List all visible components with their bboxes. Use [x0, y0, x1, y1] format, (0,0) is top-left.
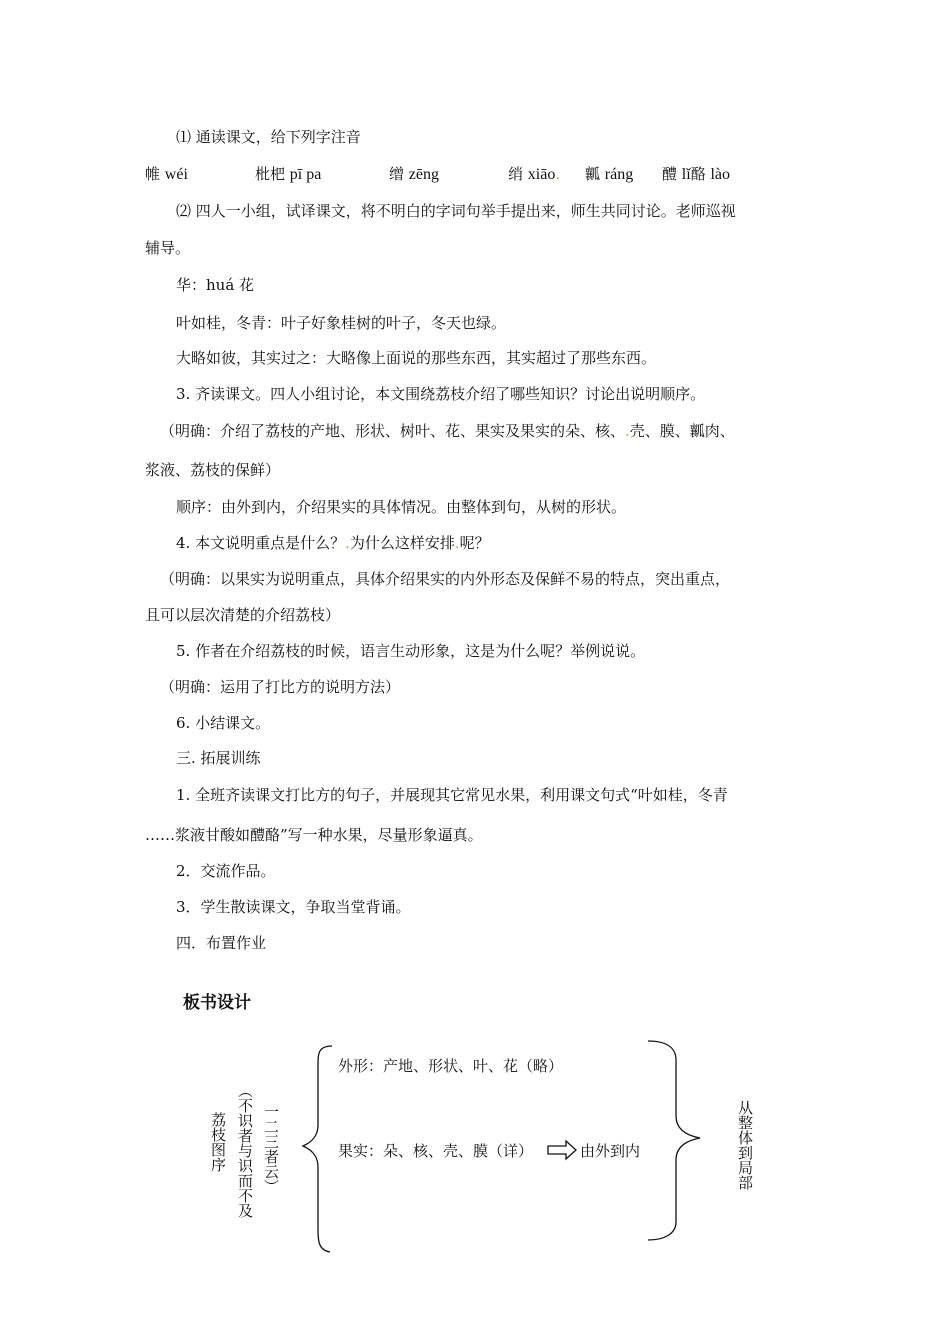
answer-3-line1: （明确：介绍了荔枝的产地、形状、树叶、花、果实及果实的朵、核、.壳、膜、瓤肉、: [160, 422, 735, 440]
board-col-title: 荔枝图序: [209, 1112, 227, 1172]
pinyin-item: 帷 wéi: [145, 165, 188, 183]
board-outer: 外形：产地、形状、叶、花（略）: [338, 1057, 564, 1075]
answer-4-line2: 且可以层次清楚的介绍荔枝）: [145, 606, 341, 624]
gloss-ye: 叶如桂，冬青：叶子好象桂树的叶子，冬天也绿。: [176, 314, 507, 332]
section-4-heading: 四．布置作业: [176, 934, 267, 952]
pinyin-item: 绡 xiāo.: [508, 165, 561, 183]
step-2-line2: 辅导。: [145, 239, 191, 257]
section-3-heading: 三. 拓展训练: [176, 749, 261, 767]
board-col-quote-1: （不识者与识而不及: [236, 1083, 254, 1218]
gloss-hua: 华：huá 花: [176, 276, 255, 294]
step-5: 5. 作者在介绍荔枝的时候，语言生动形象，这是为什么呢？举例说说。: [176, 642, 646, 660]
hollow-arrow: [548, 1141, 576, 1159]
task-1-line2: ……浆液甘酸如醴酪”写一种水果，尽量形象逼真。: [145, 826, 483, 844]
answer-4-line1: （明确：以果实为说明重点，具体介绍果实的内外形态及保鲜不易的特点，突出重点，: [160, 570, 731, 588]
board-title: 板书设计: [183, 993, 251, 1013]
pinyin-item: 醴 lǐ酪 lào: [662, 165, 731, 183]
task-3: 3．学生散读课文，争取当堂背诵。: [176, 898, 411, 916]
step-4: 4. 本文说明重点是什么？.为什么这样安排.呢？: [176, 534, 490, 552]
task-1-line1: 1. 全班齐读课文打比方的句子，并展现其它常见水果，利用课文句式“叶如桂，冬青: [176, 786, 728, 804]
left-brace: [303, 1046, 332, 1252]
board-right-note: 从整体到局部: [736, 1100, 754, 1190]
task-2: 2．交流作品。: [176, 862, 276, 880]
step-1: ⑴ 通读课文，给下列字注音: [176, 128, 361, 146]
step-3: 3. 齐读课文。四人小组讨论，本文围绕荔枝介绍了哪些知识？讨论出说明顺序。: [176, 385, 706, 403]
board-fruit: 果实：朵、核、壳、膜（详）: [338, 1142, 534, 1160]
pinyin-item: 枇杷 pī pa: [255, 165, 322, 183]
pinyin-item: 缯 zēng: [389, 165, 439, 183]
answer-3-line2: 浆液、荔枝的保鲜）: [145, 461, 281, 479]
step-6: 6. 小结课文。: [176, 714, 271, 732]
answer-5: （明确：运用了打比方的说明方法）: [160, 678, 401, 696]
board-col-quote-2: 一二三者云）: [262, 1104, 280, 1194]
gloss-dalue: 大略如彼，其实过之：大略像上面说的那些东西，其实超过了那些东西。: [176, 349, 657, 367]
board-inner: 由外到内: [580, 1142, 641, 1160]
step-2-line1: ⑵ 四人一小组，试译课文，将不明白的字词句举手提出来，师生共同讨论。老师巡视: [176, 202, 736, 220]
order-note: 顺序：由外到内，介绍果实的具体情况。由整体到句，从树的形状。: [176, 498, 627, 516]
right-brace: [648, 1041, 700, 1240]
pinyin-item: 瓤 ráng: [585, 165, 634, 183]
